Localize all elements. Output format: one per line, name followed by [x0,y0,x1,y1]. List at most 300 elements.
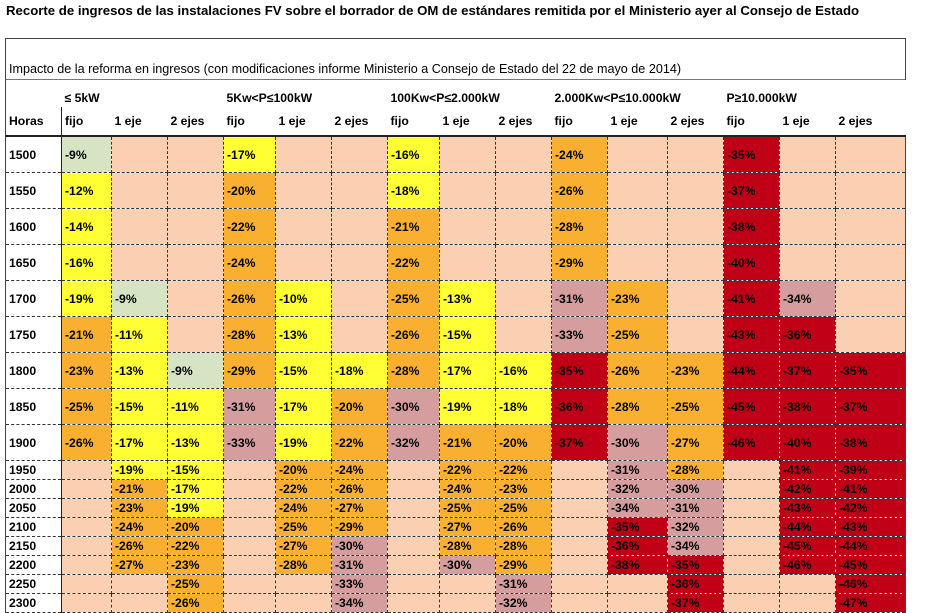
table-row [6,136,906,173]
value-cell [836,209,906,245]
value-cell: -33% [552,317,608,353]
value-cell: -39% [836,461,906,480]
value-cell: -21% [112,480,168,499]
value-cell [780,245,836,281]
value-cell [168,209,224,245]
value-cell: -26% [496,518,552,537]
value-cell: -25% [496,499,552,518]
value-cell: -33% [224,425,276,461]
row-hours-label: 2150 [6,537,62,556]
value-cell: -14% [62,209,112,245]
value-cell: -19% [168,499,224,518]
value-cell [780,173,836,209]
value-cell [224,537,276,556]
value-cell: -20% [168,518,224,537]
column-header: fijo [552,107,608,136]
value-cell [112,136,168,173]
value-cell: -20% [224,173,276,209]
table-row [6,317,906,353]
value-cell [668,245,724,281]
value-cell [552,556,608,575]
value-cell [668,317,724,353]
value-cell [62,537,112,556]
value-cell [440,575,496,594]
value-cell [608,575,668,594]
value-cell [724,499,780,518]
value-cell [724,575,780,594]
value-cell: -26% [168,594,224,613]
value-cell [780,209,836,245]
row-hours-label: 1800 [6,353,62,389]
value-cell [224,556,276,575]
value-cell [62,461,112,480]
value-cell: -27% [668,425,724,461]
value-cell: -46% [724,425,780,461]
value-cell: -35% [608,518,668,537]
value-cell [388,499,440,518]
value-cell [780,594,836,613]
value-cell: -17% [276,389,332,425]
value-cell: -9% [168,353,224,389]
value-cell: -15% [440,317,496,353]
value-cell: -30% [388,389,440,425]
value-cell: -18% [496,389,552,425]
value-cell [780,575,836,594]
value-cell: -37% [668,594,724,613]
column-header: 2 ejes [496,107,552,136]
value-cell: -16% [496,353,552,389]
value-cell: -46% [780,556,836,575]
row-hours-label: 2250 [6,575,62,594]
column-header: fijo [388,107,440,136]
value-cell [388,556,440,575]
value-cell: -36% [552,389,608,425]
value-cell [332,173,388,209]
value-cell [276,209,332,245]
value-cell: -31% [668,499,724,518]
row-hours-label: 1500 [6,136,62,173]
value-cell: -34% [780,281,836,317]
value-cell [724,461,780,480]
row-hours-label: 1850 [6,389,62,425]
value-cell [552,499,608,518]
value-cell [552,575,608,594]
value-cell: -32% [388,425,440,461]
value-cell: -18% [332,353,388,389]
value-cell [496,173,552,209]
value-cell [496,136,552,173]
value-cell: -13% [276,317,332,353]
value-cell [388,480,440,499]
value-cell: -44% [836,537,906,556]
value-cell: -28% [552,209,608,245]
value-cell: -25% [388,281,440,317]
value-cell [724,518,780,537]
value-cell: -25% [168,575,224,594]
value-cell [168,317,224,353]
table-row [6,594,906,613]
value-cell: -31% [496,575,552,594]
value-cell: -27% [112,556,168,575]
table-row [6,209,906,245]
value-cell: -37% [780,353,836,389]
value-cell [608,136,668,173]
value-cell: -22% [388,245,440,281]
value-cell: -37% [836,389,906,425]
value-cell: -37% [552,425,608,461]
value-cell: -9% [62,136,112,173]
value-cell: -30% [332,537,388,556]
table-row [6,425,906,461]
value-cell [440,136,496,173]
group-header: 5Kw<P≤100kW [224,80,388,108]
value-cell: -35% [724,136,780,173]
value-cell: -35% [552,353,608,389]
value-cell: -22% [440,461,496,480]
value-cell [224,518,276,537]
table-row [6,389,906,425]
value-cell: -36% [668,575,724,594]
value-cell: -41% [836,480,906,499]
value-cell [496,209,552,245]
value-cell: -22% [276,480,332,499]
value-cell: -23% [496,480,552,499]
value-cell: -26% [608,353,668,389]
value-cell: -31% [332,556,388,575]
value-cell [552,461,608,480]
value-cell: -25% [276,518,332,537]
row-hours-label: 1950 [6,461,62,480]
column-header: 2 ejes [668,107,724,136]
value-cell [224,480,276,499]
value-cell [112,575,168,594]
value-cell: -23% [608,281,668,317]
row-hours-label: 1650 [6,245,62,281]
value-cell: -15% [112,389,168,425]
value-cell [276,136,332,173]
value-cell [224,499,276,518]
value-cell: -36% [780,317,836,353]
value-cell [724,480,780,499]
value-cell: -23% [112,499,168,518]
value-cell [332,245,388,281]
value-cell: -30% [440,556,496,575]
value-cell: -22% [168,537,224,556]
group-header: P≥10.000kW [724,80,906,108]
value-cell: -29% [552,245,608,281]
value-cell: -22% [496,461,552,480]
value-cell: -35% [836,353,906,389]
value-cell: -29% [496,556,552,575]
value-cell [332,281,388,317]
value-cell: -35% [668,556,724,575]
value-cell: -28% [668,461,724,480]
value-cell: -9% [112,281,168,317]
value-cell: -34% [668,537,724,556]
column-header: 2 ejes [836,107,906,136]
value-cell: -16% [62,245,112,281]
value-cell [836,317,906,353]
value-cell [836,281,906,317]
table-row [6,499,906,518]
value-cell: -24% [112,518,168,537]
value-cell [496,281,552,317]
value-cell [836,173,906,209]
value-cell [62,556,112,575]
column-header: 2 ejes [168,107,224,136]
value-cell: -24% [276,499,332,518]
column-header: fijo [724,107,780,136]
value-cell: -43% [780,499,836,518]
table-row [6,245,906,281]
value-cell: -45% [780,537,836,556]
value-cell [332,209,388,245]
value-cell: -31% [224,389,276,425]
value-cell: -34% [332,594,388,613]
value-cell [668,281,724,317]
value-cell [168,136,224,173]
value-cell: -25% [62,389,112,425]
value-cell: -11% [112,317,168,353]
value-cell [388,575,440,594]
value-cell [388,461,440,480]
value-cell [552,594,608,613]
value-cell: -34% [608,499,668,518]
value-cell [668,136,724,173]
value-cell [440,209,496,245]
value-cell [552,537,608,556]
value-cell: -45% [724,389,780,425]
value-cell [62,594,112,613]
value-cell: -41% [724,281,780,317]
value-cell [168,173,224,209]
value-cell: -13% [112,353,168,389]
value-cell [112,209,168,245]
table-row [6,556,906,575]
value-cell: -25% [668,389,724,425]
value-cell [388,537,440,556]
value-cell: -19% [62,281,112,317]
value-cell [62,518,112,537]
value-cell: -32% [668,518,724,537]
row-hours-label: 1700 [6,281,62,317]
value-cell: -23% [668,353,724,389]
value-cell [552,480,608,499]
value-cell [724,594,780,613]
value-cell [276,594,332,613]
value-cell [388,518,440,537]
value-cell [836,136,906,173]
value-cell: -25% [440,499,496,518]
value-cell: -26% [224,281,276,317]
column-header: 1 eje [276,107,332,136]
value-cell [62,480,112,499]
value-cell: -17% [168,480,224,499]
value-cell: -41% [780,461,836,480]
row-hours-label: 1550 [6,173,62,209]
value-cell: -28% [608,389,668,425]
value-cell [440,173,496,209]
value-cell: -40% [780,425,836,461]
blank-top-row [6,39,906,60]
value-cell: -23% [168,556,224,575]
value-cell [724,556,780,575]
value-cell: -19% [112,461,168,480]
value-cell: -23% [62,353,112,389]
value-cell [224,594,276,613]
value-cell: -42% [780,480,836,499]
value-cell: -27% [440,518,496,537]
value-cell: -22% [224,209,276,245]
row-header-hours: Horas [6,107,62,136]
value-cell: -25% [608,317,668,353]
value-cell: -26% [388,317,440,353]
value-cell: -17% [224,136,276,173]
value-cell: -26% [112,537,168,556]
value-cell [224,461,276,480]
column-header: 1 eje [780,107,836,136]
value-cell: -42% [836,499,906,518]
value-cell [608,594,668,613]
value-cell: -45% [836,556,906,575]
value-cell [496,245,552,281]
value-cell: -24% [440,480,496,499]
value-cell: -38% [780,389,836,425]
value-cell: -47% [836,594,906,613]
value-cell: -11% [168,389,224,425]
value-cell: -15% [168,461,224,480]
value-cell: -24% [552,136,608,173]
value-cell [276,173,332,209]
value-cell: -44% [780,518,836,537]
column-header: 2 ejes [332,107,388,136]
value-cell [62,575,112,594]
value-cell [440,594,496,613]
value-cell [332,136,388,173]
table-subtitle: Impacto de la reforma en ingresos (con modificaciones informe Ministerio a Consejo de Estado del 22 de mayo de 2014) [6,59,906,80]
value-cell: -30% [608,425,668,461]
value-cell: -20% [332,389,388,425]
value-cell: -22% [332,425,388,461]
column-header: 1 eje [440,107,496,136]
group-header: ≤ 5kW [62,80,224,108]
value-cell: -28% [440,537,496,556]
column-header: 1 eje [608,107,668,136]
page-title: Recorte de ingresos de las instalaciones FV sobre el borrador de OM de estándares remitida por el Ministerio ayer al Consejo de Estado [6,3,860,18]
value-cell [724,537,780,556]
row-hours-label: 2200 [6,556,62,575]
value-cell [332,317,388,353]
group-header-spacer [6,80,62,108]
value-cell: -17% [440,353,496,389]
table-row [6,461,906,480]
value-cell: -31% [552,281,608,317]
value-cell: -40% [724,245,780,281]
value-cell: -46% [836,575,906,594]
value-cell: -26% [62,425,112,461]
value-cell: -38% [608,556,668,575]
value-cell [552,518,608,537]
row-hours-label: 1600 [6,209,62,245]
table-row [6,537,906,556]
value-cell: -13% [168,425,224,461]
value-cell: -19% [440,389,496,425]
value-cell: -31% [608,461,668,480]
value-cell: -16% [388,136,440,173]
value-cell: -15% [276,353,332,389]
table-row [6,281,906,317]
row-hours-label: 2050 [6,499,62,518]
value-cell: -26% [552,173,608,209]
value-cell: -13% [440,281,496,317]
value-cell [112,594,168,613]
value-cell [168,281,224,317]
value-cell [276,575,332,594]
value-cell: -37% [724,173,780,209]
value-cell: -21% [62,317,112,353]
value-cell: -36% [608,537,668,556]
value-cell: -20% [276,461,332,480]
value-cell [836,245,906,281]
value-cell [168,245,224,281]
value-cell: -38% [724,209,780,245]
value-cell [608,209,668,245]
value-cell: -19% [276,425,332,461]
value-cell [608,173,668,209]
value-cell: -17% [112,425,168,461]
row-hours-label: 2000 [6,480,62,499]
value-cell: -43% [836,518,906,537]
value-cell: -24% [224,245,276,281]
column-header: fijo [62,107,112,136]
group-header: 2.000Kw<P≤10.000kW [552,80,724,108]
value-cell: -33% [332,575,388,594]
value-cell [780,136,836,173]
value-cell: -28% [496,537,552,556]
value-cell: -21% [440,425,496,461]
value-cell: -27% [276,537,332,556]
value-cell [668,173,724,209]
row-hours-label: 1750 [6,317,62,353]
table-row [6,353,906,389]
group-header: 100Kw<P≤2.000kW [388,80,552,108]
table-row [6,173,906,209]
value-cell: -29% [332,518,388,537]
table-row [6,575,906,594]
income-cut-table [5,38,906,613]
table-row [6,518,906,537]
value-cell: -43% [724,317,780,353]
value-cell [112,245,168,281]
value-cell: -18% [388,173,440,209]
value-cell [112,173,168,209]
value-cell [608,245,668,281]
value-cell: -32% [496,594,552,613]
table-row [6,480,906,499]
value-cell [276,245,332,281]
value-cell [440,245,496,281]
value-cell [388,594,440,613]
value-cell [62,499,112,518]
value-cell: -24% [332,461,388,480]
value-cell [668,209,724,245]
value-cell [496,317,552,353]
value-cell: -44% [724,353,780,389]
value-cell: -10% [276,281,332,317]
row-hours-label: 1900 [6,425,62,461]
column-header: fijo [224,107,276,136]
value-cell: -28% [388,353,440,389]
